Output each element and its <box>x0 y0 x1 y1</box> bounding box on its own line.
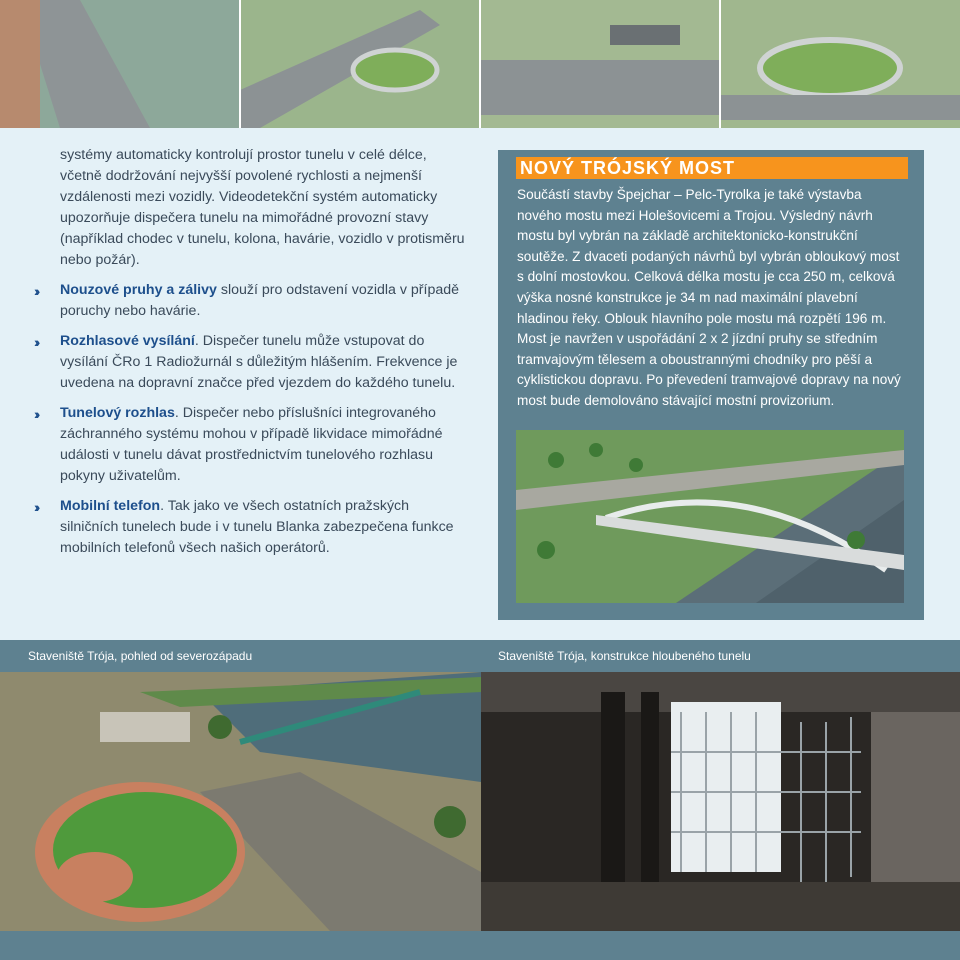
bullet-title: Nouzové pruhy a zálivy <box>60 282 217 298</box>
chevron-right-icon: ›› <box>34 406 38 422</box>
tunnel-construction-photo <box>481 672 960 931</box>
bullet-text: . Dispečer nebo příslušníci integrovaného záchranného systému mohou v případě likvidace mimořádné události v tunelu dávat prostřednictvím tunelového rozhlasu pokyny uživatelům. <box>60 405 443 484</box>
bullet-title: Rozhlasové vysílání <box>60 333 195 349</box>
bullet-text: . Dispečer tunelu může vstupovat do vysílání ČRo 1 Radiožurnál s důležitým hlášením. Frekvence je uvedena na dopravní značce před vjezdem do každého tunelu. <box>60 333 458 391</box>
intro-paragraph: systémy automaticky kontrolují prostor tunelu v celé délce, včetně dodržování nejvyšší povolené rychlosti a nejmenší vzdálenosti mezi vozidly. Videodetekční systém automaticky upozorňuje dispečera tunelu na mimořádné provozní stavy (například chodec v tunelu, kolona, havárie, vozidlo v protisměru nebo požár). <box>60 147 465 268</box>
bullet-text: slouží pro odstavení vozidla v případě poruchy nebo havárie. <box>60 282 460 319</box>
bullet-title: Tunelový rozhlas <box>60 405 175 421</box>
bullet-title: Mobilní telefon <box>60 498 161 514</box>
caption-right: Staveniště Trója, konstrukce hloubeného tunelu <box>498 649 751 663</box>
construction-site-aerial-photo <box>0 672 481 931</box>
bullet-mobile-phone <box>34 496 470 559</box>
bullet-text: . Tak jako ve všech ostatních pražských silničních tunelech bude i v tunelu Blanka zabezpečena funkce mobilních telefonů všech našich operátorů. <box>60 498 454 556</box>
footer-bar <box>0 931 960 960</box>
bullet-emergency-lanes <box>34 280 470 322</box>
bullet-radio-broadcast <box>34 331 470 394</box>
bridge-description: Součástí stavby Špejchar – Pelc-Tyrolka je také výstavba nového mostu mezi Holešovicemi a Trojou. Výsledný návrh mostu byl vybrán na základě architektonicko-konstrukční soutěže. Z dvaceti podaných návrhů byl vybrán obloukový most s dolní mostovkou. Celková délka mostu je cca 250 m, celková výška nosné konstrukce je 34 m nad maximální plavební hladinou řeky. Oblouk hlavního pole mostu má rozpětí 196 m. Most je navržen v uspořádání 2 x 2 jízdní pruhy se středním tramvajovým tělesem a oboustrannými chodníky pro pěší a cyklistickou dopravu. Po převedení tramvajové dopravy na nový most bude demolováno stávající mostní provizorium. <box>517 187 901 408</box>
bullet-tunnel-pa <box>34 403 470 487</box>
left-text-column <box>34 145 470 568</box>
bridge-heading: NOVÝ TRÓJSKÝ MOST <box>516 157 908 179</box>
caption-left: Staveniště Trója, pohled od severozápadu <box>28 649 253 663</box>
chevron-right-icon: ›› <box>34 499 38 515</box>
bridge-visualization-photo <box>516 430 904 603</box>
bridge-info-box <box>498 150 924 620</box>
top-visualization-photos <box>0 0 960 128</box>
chevron-right-icon: ›› <box>34 334 38 350</box>
chevron-right-icon: ›› <box>34 283 38 299</box>
